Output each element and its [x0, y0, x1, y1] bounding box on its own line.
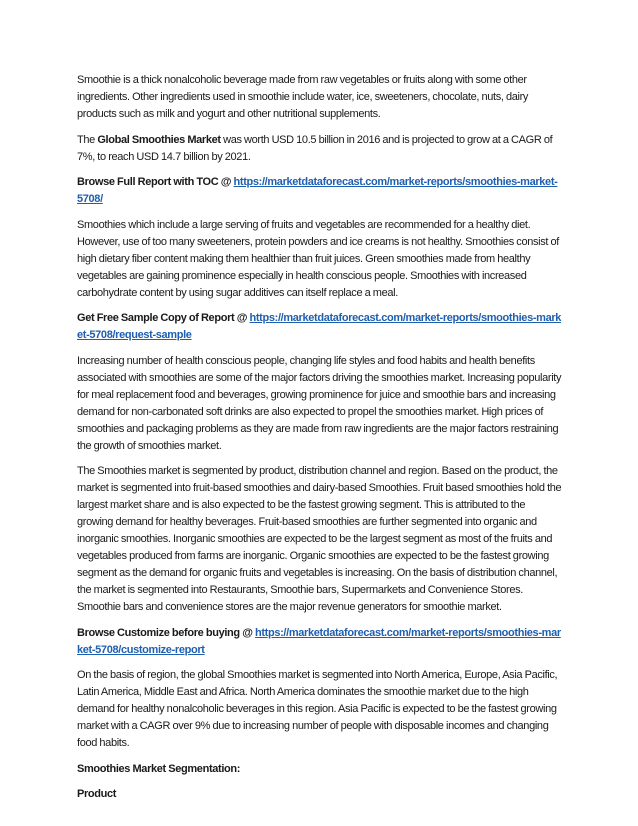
intro-paragraph: Smoothie is a thick nonalcoholic beverage made from raw vegetables or fruits along with some other ingredients. Other ingredients used in smoothie include water, ice, sweeteners, chocolate, nuts, dairy products such as milk and yogurt and other nutritional supplements.	[77, 74, 529, 120]
product-heading: Product	[77, 788, 117, 800]
market-name: Global Smoothies Market	[97, 133, 221, 146]
sample-link[interactable]: https://marketdataforecast.com/market-reports/smoothies-market-5708/request-sample	[77, 312, 562, 341]
segmentation-paragraph: The Smoothies market is segmented by product, distribution channel and region. Based on the product, the market is segmented into fruit-based smoothies and dairy-based Smoothies. Fruit based smoothies hold the largest market share and is also expected to be the fastest growing segment. This is attributed to the growing demand for healthy beverages. Fruit-based smoothies are further segmented into organic and inorganic smoothies. Inorganic smoothies are expected to be the largest segment as most of the fruits and vegetables produced from farms are inorganic. Organic smoothies are expected to be the fastest growing segment as the demand for organic fruits and vegetables is increasing. On the basis of distribution channel, the market is segmented into Restaurants, Smoothie bars, Supermarkets and Convenience Stores. Smoothie bars and convenience stores are the major revenue generators for smoothie market.	[77, 465, 562, 613]
drivers-paragraph: Increasing number of health conscious people, changing life styles and food habits and health benefits associated with smoothies are some of the major factors driving the smoothies market. Increasing popularity for meal replacement food and beverages, growing prominence for juice and smoothie bars and increasing demand for non-carbonated soft drinks are also expected to propel the smoothies market. High prices of smoothies and packaging problems as they are made from raw ingredients are the major factors restraining the growth of smoothies market.	[77, 354, 562, 452]
sample-label: Get Free Sample Copy of Report @	[77, 312, 250, 324]
segmentation-heading: Smoothies Market Segmentation:	[77, 762, 241, 775]
sample-paragraph	[77, 310, 563, 344]
toc-paragraph	[77, 174, 563, 208]
healthy-diet-paragraph: Smoothies which include a large serving of fruits and vegetables are recommended for a healthy diet. However, use of too many sweeteners, protein powders and ice creams is not healthy. Smoothies consist of high dietary fiber content making them healthier than fruit juices. Green smoothies made from healthy vegetables are gaining prominence especially in health conscious people. Smoothies with increased carbohydrate content by using sugar additives can itself replace a meal.	[77, 218, 559, 299]
market-value-paragraph	[77, 132, 563, 166]
customize-label: Browse Customize before buying @	[77, 626, 255, 639]
market-value-suffix: was worth USD 10.5 billion in 2016 and is projected to grow at a CAGR of 7%, to reach USD 14.7 billion by 2021.	[77, 133, 553, 163]
toc-link[interactable]: https://marketdataforecast.com/market-reports/smoothies-market-5708/	[77, 176, 558, 205]
region-paragraph: On the basis of region, the global Smoothies market is segmented into North America, Europe, Asia Pacific, Latin America, Middle East and Africa. North America dominates the smoothie market due to the high demand for healthy nonalcoholic beverages in this region. Asia Pacific is expected to be the fastest growing market with a CAGR over 9% due to increasing number of people with disposable incomes and changing food habits.	[77, 669, 558, 749]
customize-paragraph	[77, 625, 563, 659]
customize-link[interactable]: https://marketdataforecast.com/market-reports/smoothies-market-5708/customize-report	[77, 626, 561, 656]
toc-label: Browse Full Report with TOC @	[77, 176, 234, 188]
document-page	[77, 72, 563, 812]
market-value-prefix: The	[77, 133, 98, 146]
